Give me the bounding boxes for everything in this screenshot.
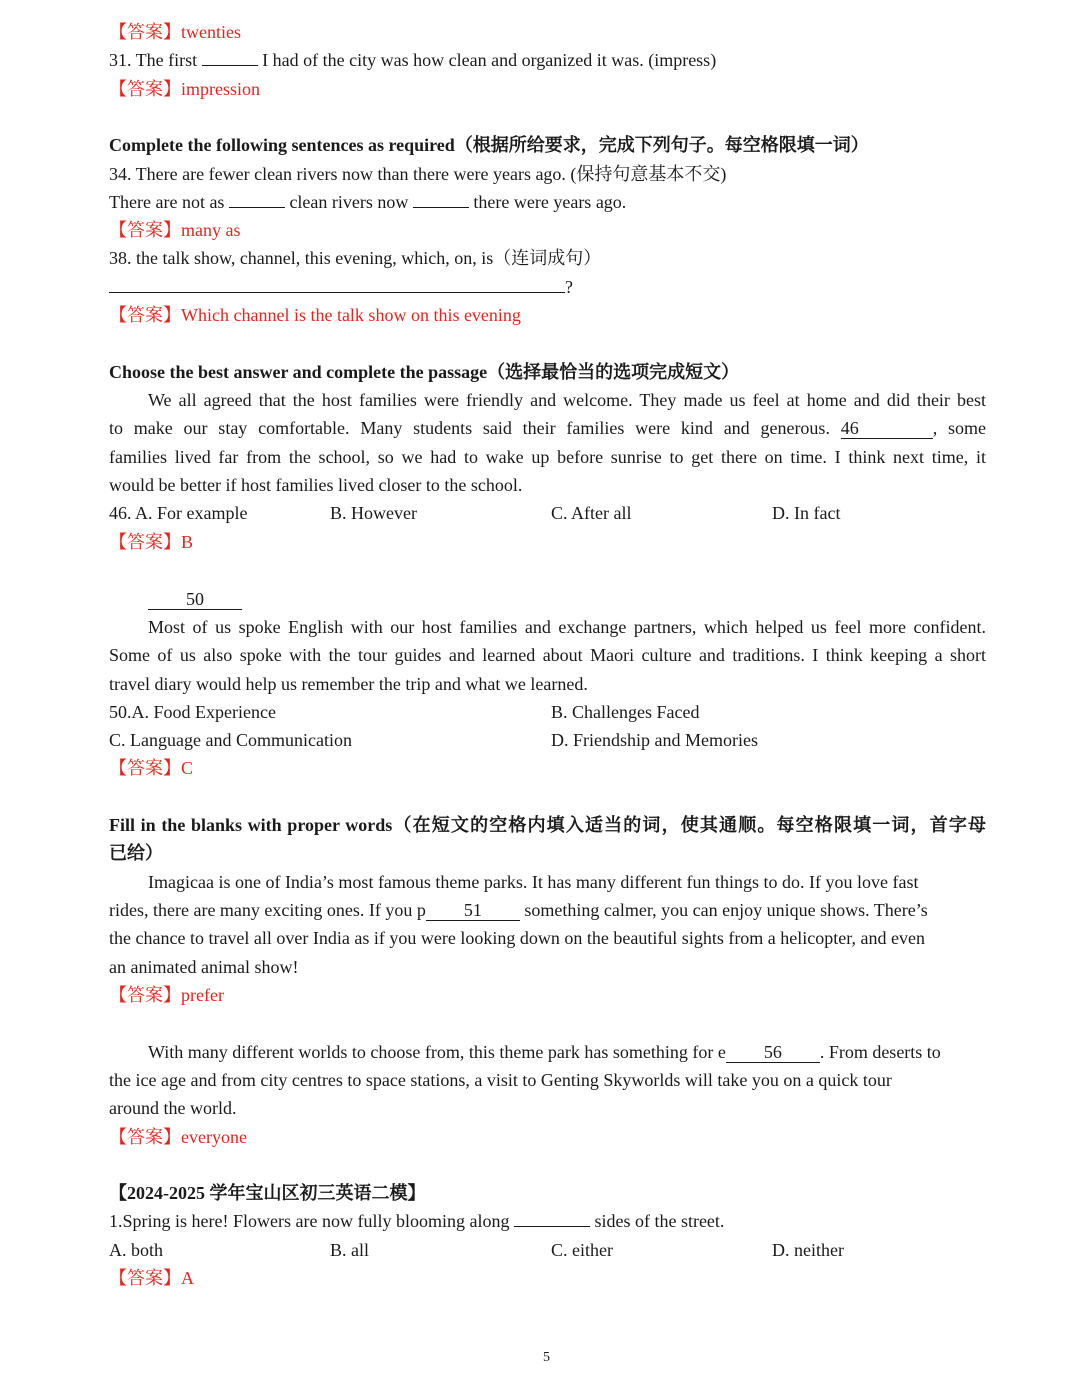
answer-blank[interactable] [229, 207, 285, 208]
answer-label: 【答案】 [109, 22, 181, 42]
question-text: there were years ago. [473, 192, 627, 212]
section-title [109, 133, 869, 157]
question-34-rewrite [109, 190, 626, 214]
option-a[interactable]: 50.A. Food Experience [109, 702, 276, 722]
section-title-en: Complete the following sentences as required [109, 135, 455, 155]
passage-line: would be better if host families lived closer to the school. [109, 475, 523, 495]
answer-label: 【答案】 [109, 220, 181, 240]
passage-line: Most of us spoke English with our host families and exchange partners, which helped us feel more confident. [148, 617, 986, 637]
answer-line [109, 756, 193, 780]
page-number: 5 [543, 1350, 550, 1365]
answer-blank[interactable] [202, 65, 258, 66]
question-text: I had of the city was how clean and organized it was. (impress) [262, 50, 717, 70]
option-b[interactable]: B. However [330, 503, 417, 523]
answer-text: twenties [181, 22, 241, 42]
question-34: 34. There are fewer clean rivers now than there were years ago. (保持句意基本不交) [109, 164, 727, 184]
section-title-en: Fill in the blanks with proper words [109, 815, 393, 835]
option-d[interactable]: D. neither [772, 1240, 844, 1260]
section-title-cont: 已给） [109, 843, 163, 863]
section-title-cn: （根据所给要求，完成下列句子。每空格限填一词） [454, 135, 869, 155]
passage-text: . From deserts to [819, 1042, 941, 1062]
option-c[interactable]: C. After all [551, 503, 632, 523]
passage-text: With many different worlds to choose from, this theme park has something for e [148, 1042, 726, 1062]
passage-line: the chance to travel all over India as if you were looking down on the beautiful sights from a helicopter, and even [109, 928, 926, 948]
option-b[interactable]: B. Challenges Faced [551, 702, 700, 722]
answer-text: B [181, 532, 194, 552]
answer-blank[interactable] [109, 292, 565, 293]
passage-line: Some of us also spoke with the tour guides and learned about Maori culture and traditions. I think keeping a short [109, 645, 986, 665]
section-title-cn: （选择最恰当的选项完成短文） [487, 362, 740, 382]
answer-text: Which channel is the talk show on this evening [181, 305, 521, 325]
option-c[interactable]: C. either [551, 1240, 613, 1260]
section-title [109, 813, 986, 837]
question-text: There are not as [109, 192, 225, 212]
question-38: 38. the talk show, channel, this evening, which, on, is（连词成句） [109, 248, 602, 268]
answer-label: 【答案】 [109, 305, 181, 325]
answer-line [109, 303, 521, 327]
question-31 [109, 48, 716, 72]
section-title [109, 360, 739, 384]
answer-blank[interactable]: 50 [148, 589, 242, 610]
passage-text: something calmer, you can enjoy unique shows. There’s [524, 900, 928, 920]
question-text: 31. The first [109, 50, 198, 70]
option-a[interactable]: 46. A. For example [109, 503, 248, 523]
answer-line [109, 530, 193, 554]
answer-line [109, 1125, 247, 1149]
passage-line: travel diary would help us remember the trip and what we learned. [109, 674, 588, 694]
answer-text: many as [181, 220, 241, 240]
passage-line [109, 416, 986, 440]
answer-text: everyone [181, 1127, 247, 1147]
question-38-answer-line [109, 275, 573, 299]
answer-text: A [181, 1268, 194, 1288]
passage-line: We all agreed that the host families were friendly and welcome. They made us feel at home and did their best [148, 390, 986, 410]
section-title-cn: （在短文的空格内填入适当的词，使其通顺。每空格限填一词，首字母 [392, 815, 987, 835]
answer-blank[interactable] [413, 207, 469, 208]
passage-text: , some [932, 418, 987, 438]
answer-text: impression [181, 79, 260, 99]
section-title: 【2024-2025 学年宝山区初三英语二模】 [109, 1183, 426, 1203]
passage-line: around the world. [109, 1098, 237, 1118]
passage-line [148, 1040, 941, 1064]
answer-line [109, 20, 241, 44]
option-b[interactable]: B. all [330, 1240, 369, 1260]
answer-blank[interactable]: 46 [841, 418, 933, 439]
option-c[interactable]: C. Language and Communication [109, 730, 352, 750]
answer-label: 【答案】 [109, 532, 181, 552]
section-title-en: Choose the best answer and complete the passage [109, 362, 488, 382]
answer-label: 【答案】 [109, 758, 181, 778]
question-1 [109, 1209, 724, 1233]
answer-blank[interactable]: 56 [726, 1042, 820, 1063]
passage-line: an animated animal show! [109, 957, 299, 977]
answer-label: 【答案】 [109, 985, 181, 1005]
passage-line: families lived far from the school, so we had to wake up before sunrise to get there on time. I think next time, it [109, 447, 986, 467]
answer-line [109, 218, 240, 242]
answer-label: 【答案】 [109, 1268, 181, 1288]
option-a[interactable]: A. both [109, 1240, 163, 1260]
answer-text: C [181, 758, 194, 778]
answer-blank[interactable]: 51 [426, 900, 520, 921]
answer-line [109, 1266, 194, 1290]
option-d[interactable]: D. In fact [772, 503, 841, 523]
answer-line [109, 77, 260, 101]
title-blank-50 [148, 587, 242, 611]
question-mark: ? [565, 277, 573, 297]
passage-line: the ice age and from city centres to space stations, a visit to Genting Skyworlds will take you on a quick tour [109, 1070, 892, 1090]
question-text: clean rivers now [289, 192, 409, 212]
answer-blank[interactable] [514, 1226, 590, 1227]
answer-text: prefer [181, 985, 224, 1005]
passage-text: rides, there are many exciting ones. If you p [109, 900, 426, 920]
passage-line [109, 898, 928, 922]
question-text: sides of the street. [594, 1211, 725, 1231]
passage-text: to make our stay comfortable. Many students said their families were kind and generous. [109, 418, 830, 438]
answer-line [109, 983, 224, 1007]
answer-label: 【答案】 [109, 1127, 181, 1147]
option-d[interactable]: D. Friendship and Memories [551, 730, 758, 750]
question-text: 1.Spring is here! Flowers are now fully blooming along [109, 1211, 510, 1231]
answer-label: 【答案】 [109, 79, 181, 99]
passage-line: Imagicaa is one of India’s most famous theme parks. It has many different fun things to do. If you love fast [148, 872, 919, 892]
